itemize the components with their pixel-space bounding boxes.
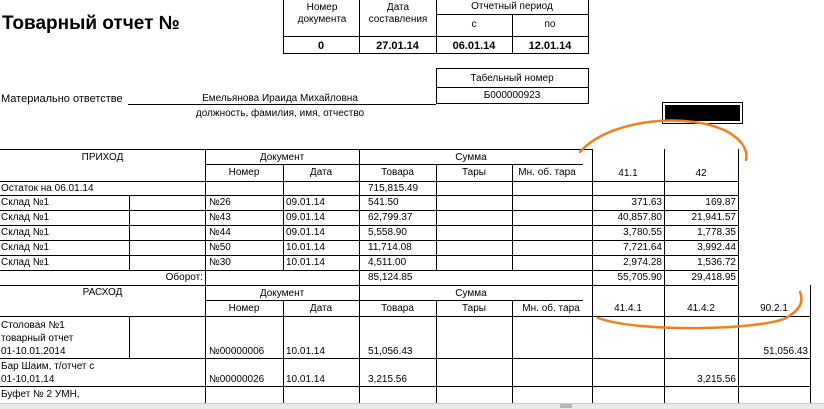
income-row-number: №30 <box>209 257 231 268</box>
income-row-goods: 5,558.90 <box>368 227 407 238</box>
expense-row-goods: 3,215.56 <box>368 374 407 385</box>
expense-acc1-header: 41.4.1 <box>614 303 642 314</box>
balance-value: 715,815.49 <box>368 183 419 194</box>
income-row-goods: 11,714.08 <box>368 242 412 253</box>
income-row-acc1: 40,857.80 <box>617 212 662 223</box>
income-date-header: Дата <box>309 167 333 178</box>
page-title: Товарный отчет № <box>2 13 180 34</box>
income-row-acc2: 1,536.72 <box>697 257 736 268</box>
expense-acc2-header: 41.4.2 <box>687 303 715 314</box>
income-row-acc2: 169.87 <box>705 197 736 208</box>
period-from-value: 06.01.14 <box>452 40 496 52</box>
income-row-number: №43 <box>209 212 231 223</box>
tab-number-label: Табельный номер <box>470 73 554 84</box>
income-row-acc2: 21,941.57 <box>691 212 736 223</box>
income-goods-header: Товара <box>381 167 414 178</box>
expense-document-header: Документ <box>259 288 305 299</box>
turnover-goods: 85,124.85 <box>368 272 413 283</box>
doc-number-label: Номер документа <box>297 2 347 25</box>
income-row-date: 09.01.14 <box>286 227 325 238</box>
tab-number-value: Б000000923 <box>483 90 541 101</box>
date-label: Дата составления <box>368 2 428 25</box>
expense-mn-tare-header: Мн. об. тара <box>522 303 580 314</box>
income-row-name: Склад №1 <box>1 212 50 223</box>
expense-row-number: №00000026 <box>209 374 265 385</box>
income-row-date: 10.01.14 <box>286 257 325 268</box>
income-row-name: Склад №1 <box>1 227 50 238</box>
income-row-number: №44 <box>209 227 231 238</box>
income-row-acc1: 2,974.28 <box>623 257 662 268</box>
expense-row-name-line: Бар Шаим, т/отчет с <box>1 361 95 372</box>
expense-row-acc3: 51,056.43 <box>763 346 808 357</box>
income-row-name: Склад №1 <box>1 257 50 268</box>
turnover-label: Оборот: <box>165 272 203 283</box>
expense-tare-header: Тары <box>462 303 486 314</box>
expense-number-header: Номер <box>228 303 260 314</box>
expense-goods-header: Товара <box>381 303 414 314</box>
expense-sum-header: Сумма <box>455 288 487 299</box>
income-row-name: Склад №1 <box>1 242 50 253</box>
doc-number-value: 0 <box>317 40 325 52</box>
income-acc1-header: 41.1 <box>618 168 638 179</box>
period-to-label: по <box>544 19 556 30</box>
annotation-arc-bottom <box>598 292 801 328</box>
turnover-acc1: 55,705.90 <box>617 272 662 283</box>
income-sum-header: Сумма <box>455 152 487 163</box>
annotation-arc-top <box>580 121 746 160</box>
expense-row-name-line: 01-10.01.2014 <box>1 346 66 357</box>
expense-row-name-line: 01-10,01,14 <box>1 374 55 385</box>
income-document-header: Документ <box>259 152 305 163</box>
income-row-date: 09.01.14 <box>286 212 325 223</box>
income-row-date: 10.01.14 <box>286 242 325 253</box>
income-row-number: №26 <box>209 197 231 208</box>
income-row-goods: 4,511.00 <box>368 257 407 268</box>
income-row-goods: 541.50 <box>368 197 399 208</box>
expense-row-name-line: Столовая №1 <box>1 320 65 331</box>
date-value: 27.01.14 <box>376 40 419 52</box>
income-row-acc1: 3,780.55 <box>623 227 662 238</box>
turnover-acc2: 29,418.95 <box>691 272 736 283</box>
income-row-number: №50 <box>209 242 231 253</box>
expense-acc3-header: 90.2.1 <box>760 303 788 314</box>
expense-row-name-line: товарный отчет <box>1 333 74 344</box>
expense-header: РАСХОД <box>82 287 123 298</box>
responsible-name: Емельянова Ираида Михайловна <box>202 93 358 104</box>
period-to-value: 12.01.14 <box>528 40 572 52</box>
responsible-label: Материально ответстве <box>1 93 123 105</box>
expense-row-acc2: 3,215.56 <box>697 374 736 385</box>
income-row-acc1: 371.63 <box>631 197 662 208</box>
income-row-acc2: 1,778.35 <box>697 227 736 238</box>
income-row-name: Склад №1 <box>1 197 50 208</box>
expense-row-date: 10.01.14 <box>286 374 325 385</box>
expense-date-header: Дата <box>309 303 333 314</box>
expense-row-name-line: Буфет № 2 УМН, <box>1 389 80 400</box>
income-row-acc1: 7,721.64 <box>623 242 662 253</box>
income-row-goods: 62,799.37 <box>368 212 413 223</box>
responsible-caption: должность, фамилия, имя, отчество <box>195 108 365 119</box>
period-from-label: с <box>471 19 477 30</box>
expense-row-number: №00000006 <box>209 346 265 357</box>
income-mn-tare-header: Мн. об. тара <box>518 167 576 178</box>
income-number-header: Номер <box>228 167 260 178</box>
income-header: ПРИХОД <box>81 152 124 163</box>
balance-label: Остаток на 06.01.14 <box>1 183 94 194</box>
income-row-date: 09.01.14 <box>286 197 325 208</box>
expense-row-goods: 51,056.43 <box>368 346 413 357</box>
period-label: Отчетный период <box>471 1 553 12</box>
expense-row-date: 10.01.14 <box>286 346 325 357</box>
income-acc2-header: 42 <box>695 168 707 179</box>
income-row-acc2: 3,992.44 <box>697 242 736 253</box>
income-tare-header: Тары <box>462 167 486 178</box>
